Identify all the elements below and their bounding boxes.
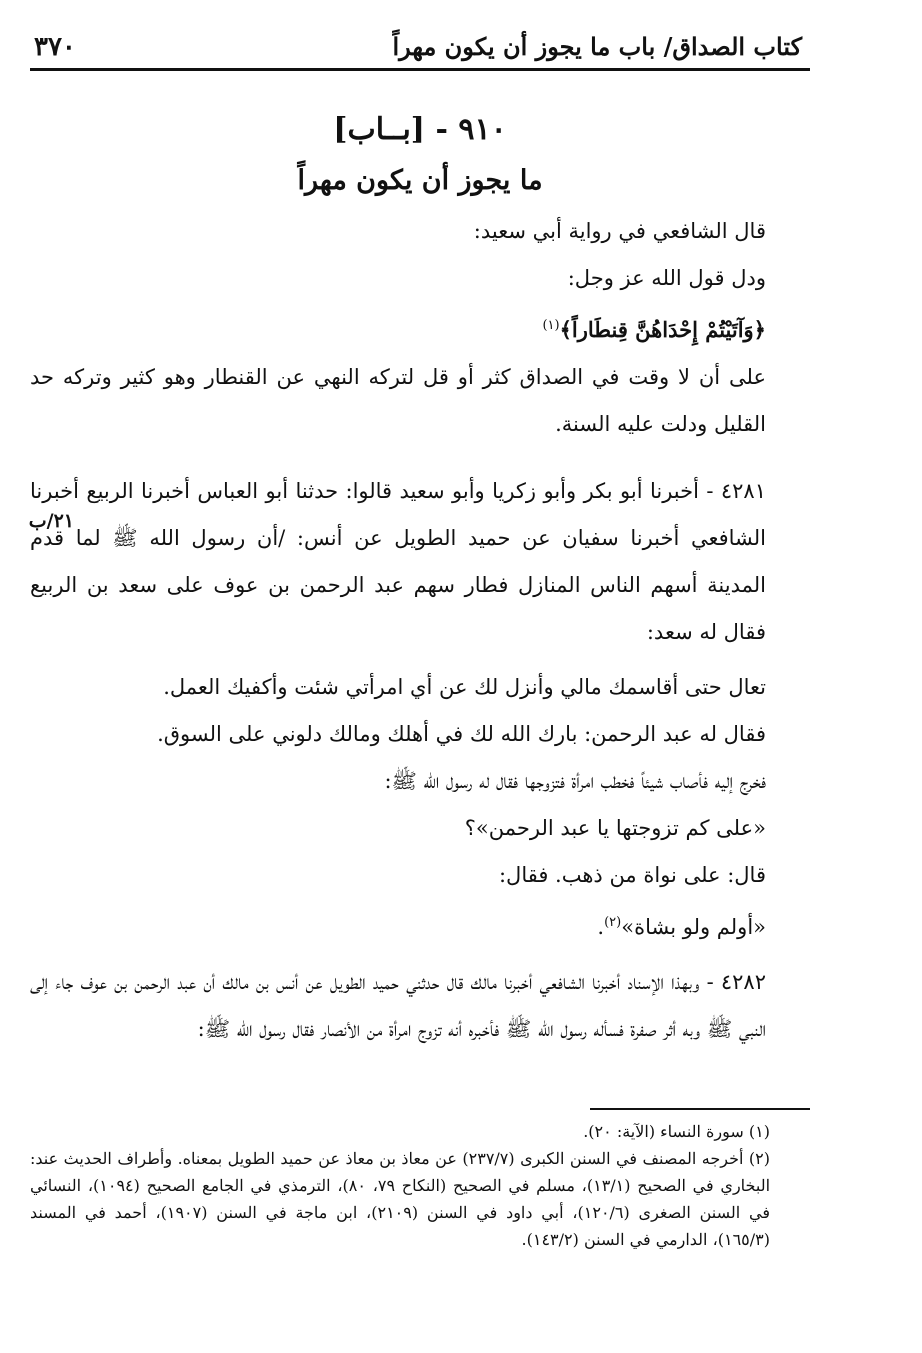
manuscript-folio-marker: ٢١/ب (28, 510, 74, 532)
quran-verse: ﴿وَآتَيْتُمْ إِحْدَاهُنَّ قِنطَاراً﴾ (559, 317, 766, 342)
hadith-quote-4: «على كم تزوجتها يا عبد الرحمن»؟ (464, 816, 766, 840)
hadith-quote-1: تعال حتى أقاسمك مالي وأنزل لك عن أي امرأتي شئت وأكفيك العمل. (163, 675, 766, 699)
quran-verse-line (30, 302, 810, 354)
footnote-1: (١) سورة النساء (الآية: ٢٠). (583, 1122, 770, 1141)
quran-intro: ودل قول الله عز وجل: (567, 266, 766, 290)
hadith-4282: ٤٢٨٢ - وبهذا الإسناد أخبرنا الشافعي أخبرنا مالك قال حدثني حميد الطويل عن أنس بن مالك أن عبد الرحمن بن عوف جاء إلى النبي ﷺ وبه أثر صفرة فسأله رسول الله ﷺ فأخبره أنه تزوج امرأة من الأنصار فقال رسول الله ﷺ: (30, 970, 766, 1041)
hadith-quote-2: فقال له عبد الرحمن: بارك الله لك في أهلك ومالك دلوني على السوق. (157, 722, 766, 746)
footnote-ref-2[interactable]: (٢) (604, 915, 622, 930)
running-header (30, 22, 810, 71)
footnote-divider (590, 1108, 810, 1110)
page-number: ٣٧٠ (34, 32, 76, 62)
hadith-quote-5: قال: على نواة من ذهب. فقال: (498, 863, 766, 887)
intro-line: قال الشافعي في رواية أبي سعيد: (473, 219, 766, 243)
hadith-quote-6-end: . (597, 915, 605, 939)
footnotes (30, 1118, 810, 1253)
hadith-quote-6: «أولم ولو بشاة» (621, 915, 766, 939)
footnote-ref-1[interactable]: (١) (542, 318, 560, 333)
hadith-4281: ٤٢٨١ - أخبرنا أبو بكر وأبو زكريا وأبو سعيد قالوا: حدثنا أبو العباس أخبرنا الربيع أخبرنا الشافعي أخبرنا سفيان عن حميد الطويل عن أنس: /أن رسول الله ﷺ لما قدم المدينة أسهم الناس المنازل فطار سهم عبد الرحمن بن عوف على سعد بن الربيع فقال له سعد: (30, 479, 766, 644)
commentary-paragraph: على أن لا وقت في الصداق كثر أو قل لتركه النهي عن القنطار وهو كثير وتركه حد القليل ودلت عليه السنة. (30, 365, 766, 436)
chapter-number: ٩١٠ - [بــاب] (333, 112, 507, 147)
hadith-quote-6-line (30, 899, 810, 951)
footnote-2: (٢) أخرجه المصنف في السنن الكبرى (٢٣٧/٧) عن معاذ بن معاذ عن حميد الطويل بمعناه. وأطراف الحديث عند: البخاري في الصحيح (١٣/١)، مسلم في الصحيح (النكاح ٧٩، ٨٠)، الترمذي في الجامع الصحيح (١٠٩٤)، النسائي في السنن الصغرى (١٢٠/٦)، أبي داود في السنن (٢١٠٩)، ابن ماجة في السنن (١٩٠٧)، أحمد في المسند (١٦٥/٣)، الدارمي في السنن (١٤٣/٢). (30, 1149, 771, 1249)
hadith-quote-3: فخرج إليه فأصاب شيئاً فخطب امرأة فتزوجها فقال له رسول الله ﷺ: (384, 769, 766, 793)
running-header-title: كتاب الصداق/ باب ما يجوز أن يكون مهراً (392, 32, 802, 61)
chapter-title: ما يجوز أن يكون مهراً (297, 165, 543, 196)
main-text (30, 208, 810, 1053)
